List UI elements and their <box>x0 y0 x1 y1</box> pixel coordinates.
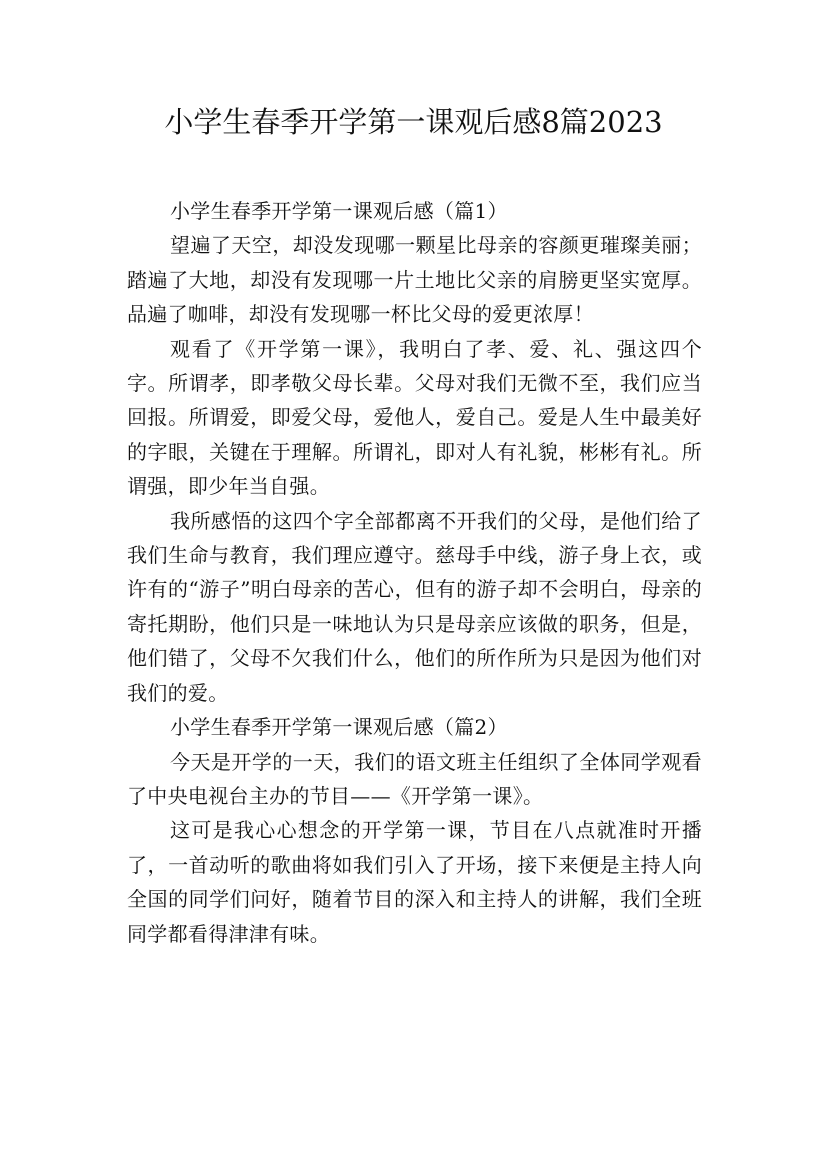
section-heading-2: 小学生春季开学第一课观后感（篇2） <box>170 715 508 740</box>
section-heading-1: 小学生春季开学第一课观后感（篇1） <box>170 199 508 223</box>
body-paragraph: 观看了《开学第一课》，我明白了孝、爱、礼、强这四个字。所谓孝，即孝敬父母长辈。父母对我们无微不至，我们应当回报。所谓爱，即爱父母，爱他人，爱自己。爱是人生中最美好的字眼，关键在于理解。所谓礼，即对人有礼貌，彬彬有礼。所谓强，即少年当自强。 <box>127 336 702 499</box>
body-paragraph: 我所感悟的这四个字全部都离不开我们的父母，是他们给了我们生命与教育，我们理应遵守。慈母手中线，游子身上衣，或许有的“游子”明白母亲的苦心，但有的游子却不会明白，母亲的寄托期盼，他们只是一味地认为只是母亲应该做的职务，但是，他们错了，父母不欠我们什么，他们的所作所为只是因为他们对我们的爱。 <box>127 508 702 705</box>
body-paragraph: 这可是我心心想念的开学第一课，节目在八点就准时开播了，一首动听的歌曲将如我们引入了开场，接下来便是主持人向全国的同学们问好，随着节目的深入和主持人的讲解，我们全班同学都看得津津有味。 <box>127 818 702 946</box>
body-paragraph: 望遍了天空，却没发现哪一颗星比母亲的容颜更璀璨美丽；踏遍了大地，却没有发现哪一片土地比父亲的肩膀更坚实宽厚。品遍了咖啡，却没有发现哪一杯比父母的爱更浓厚！ <box>127 233 702 327</box>
body-paragraph: 今天是开学的一天，我们的语文班主任组织了全体同学观看了中央电视台主办的节目——《开学第一课》。 <box>127 749 702 808</box>
document-title: 小学生春季开学第一课观后感8篇2023 <box>164 105 663 139</box>
document-body <box>127 194 702 951</box>
